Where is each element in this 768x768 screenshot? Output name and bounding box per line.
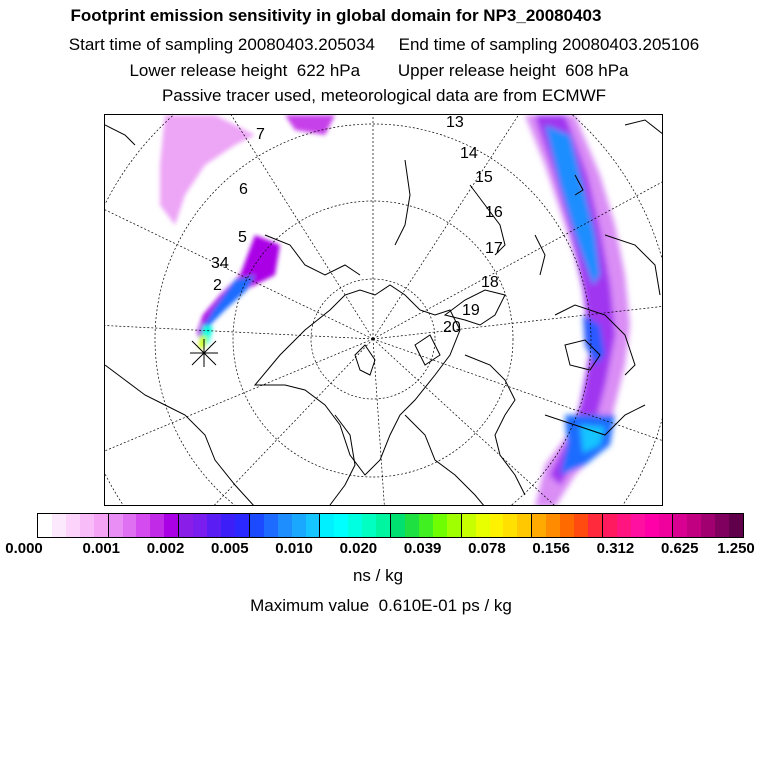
- colorbar-tick-label: 0.002: [146, 540, 185, 557]
- day-label-5: 5: [238, 229, 247, 246]
- day-label-7: 7: [256, 126, 265, 143]
- colorbar-units: ns / kg: [352, 566, 404, 585]
- colorbar-tick-label: 1.250: [717, 540, 755, 557]
- colorbar-swatch: [588, 514, 603, 537]
- colorbar-swatch: [221, 514, 235, 537]
- colorbar-tick-label: 0.078: [468, 540, 506, 557]
- colorbar-swatch: [673, 514, 687, 537]
- colorbar-swatch: [447, 514, 462, 537]
- day-labels: [211, 115, 503, 336]
- colorbar-swatch: [66, 514, 80, 537]
- colorbar-tick-label: 0.020: [339, 540, 378, 557]
- day-label-17: 17: [485, 240, 503, 257]
- day-label-34: 34: [211, 255, 229, 272]
- colorbar-swatch: [362, 514, 376, 537]
- footprint-map: [104, 114, 663, 506]
- colorbar-swatch: [136, 514, 150, 537]
- colorbar-tick-label: 0.312: [596, 540, 635, 557]
- sampling-times: [0, 35, 768, 55]
- colorbar-swatch: [38, 514, 52, 537]
- colorbar-swatch: [320, 514, 334, 537]
- colorbar-swatch: [348, 514, 362, 537]
- colorbar-tick-label: 0.039: [403, 540, 442, 557]
- start-time-label: Start time of sampling: [68, 35, 234, 54]
- lower-height-label: Lower release height: [129, 61, 288, 80]
- colorbar-swatch: [687, 514, 701, 537]
- colorbar-swatch: [419, 514, 433, 537]
- colorbar-swatch: [603, 514, 617, 537]
- tracer-note: Passive tracer used, meteorological data are from ECMWF: [161, 86, 607, 105]
- colorbar-swatch: [80, 514, 94, 537]
- colorbar-swatch: [150, 514, 164, 537]
- colorbar-swatch: [94, 514, 109, 537]
- upper-height-label: Upper release height: [397, 61, 556, 80]
- upper-height-value: 608 hPa: [565, 61, 629, 80]
- colorbar-swatch: [560, 514, 574, 537]
- colorbar-swatch: [645, 514, 659, 537]
- colorbar-swatch: [433, 514, 447, 537]
- colorbar-swatch: [574, 514, 588, 537]
- maximum-value: [0, 596, 765, 616]
- colorbar-swatch: [250, 514, 264, 537]
- colorbar-swatch: [164, 514, 179, 537]
- colorbar-swatch: [292, 514, 306, 537]
- day-label-20: 20: [443, 319, 461, 336]
- colorbar-swatch: [235, 514, 250, 537]
- colorbar-swatch: [490, 514, 504, 537]
- end-time-label: End time of sampling: [398, 35, 558, 54]
- start-time-value: 20080403.205034: [237, 35, 376, 54]
- colorbar-swatch: [546, 514, 560, 537]
- colorbar-swatch: [715, 514, 729, 537]
- colorbar-swatch: [659, 514, 674, 537]
- colorbar-swatch: [109, 514, 123, 537]
- footprint-plume-east: [525, 115, 630, 506]
- colorbar-tick-label: 0.010: [275, 540, 313, 557]
- colorbar-swatch: [405, 514, 419, 537]
- colorbar-swatch: [278, 514, 292, 537]
- colorbar-swatch: [517, 514, 532, 537]
- colorbar-swatch: [52, 514, 66, 537]
- colorbar-swatch: [193, 514, 207, 537]
- maximum-label: Maximum value: [250, 596, 370, 615]
- colorbar-swatch: [476, 514, 490, 537]
- footprint-plume-west: [160, 115, 335, 349]
- colorbar-tick-label: 0.156: [532, 540, 570, 557]
- colorbar-swatch: [631, 514, 645, 537]
- colorbar-swatch: [617, 514, 631, 537]
- release-point-marker: [190, 339, 218, 367]
- colorbar-tick-label: 0.005: [211, 540, 249, 557]
- day-label-6: 6: [239, 181, 248, 198]
- end-time-value: 20080403.205106: [562, 35, 700, 54]
- colorbar-swatch: [334, 514, 348, 537]
- day-label-14: 14: [460, 145, 478, 162]
- colorbar-swatch: [179, 514, 193, 537]
- day-label-13: 13: [446, 115, 464, 131]
- colorbar-swatch: [207, 514, 221, 537]
- colorbar-swatch: [123, 514, 137, 537]
- colorbar-swatch: [462, 514, 476, 537]
- colorbar-swatch: [306, 514, 321, 537]
- maximum-number: 0.610E-01 ps / kg: [378, 596, 512, 615]
- colorbar: [37, 513, 744, 538]
- colorbar-swatch: [391, 514, 405, 537]
- colorbar-tick-label: 0.625: [660, 540, 699, 557]
- colorbar-swatch: [503, 514, 517, 537]
- colorbar-tick-label: 0.001: [82, 540, 121, 557]
- day-label-15: 15: [475, 169, 493, 186]
- lower-height-value: 622 hPa: [296, 61, 361, 80]
- colorbar-tick-label: 0.000: [5, 540, 43, 557]
- day-label-2: 2: [213, 277, 222, 294]
- colorbar-swatch: [701, 514, 715, 537]
- day-label-18: 18: [481, 274, 499, 291]
- colorbar-swatch: [532, 514, 546, 537]
- release-heights: [0, 61, 763, 81]
- colorbar-swatch: [264, 514, 278, 537]
- colorbar-swatch: [376, 514, 391, 537]
- colorbar-swatch: [729, 514, 743, 537]
- day-label-19: 19: [462, 302, 480, 319]
- day-label-16: 16: [485, 204, 503, 221]
- page-title: Footprint emission sensitivity in global domain for NP3_20080403: [70, 6, 602, 25]
